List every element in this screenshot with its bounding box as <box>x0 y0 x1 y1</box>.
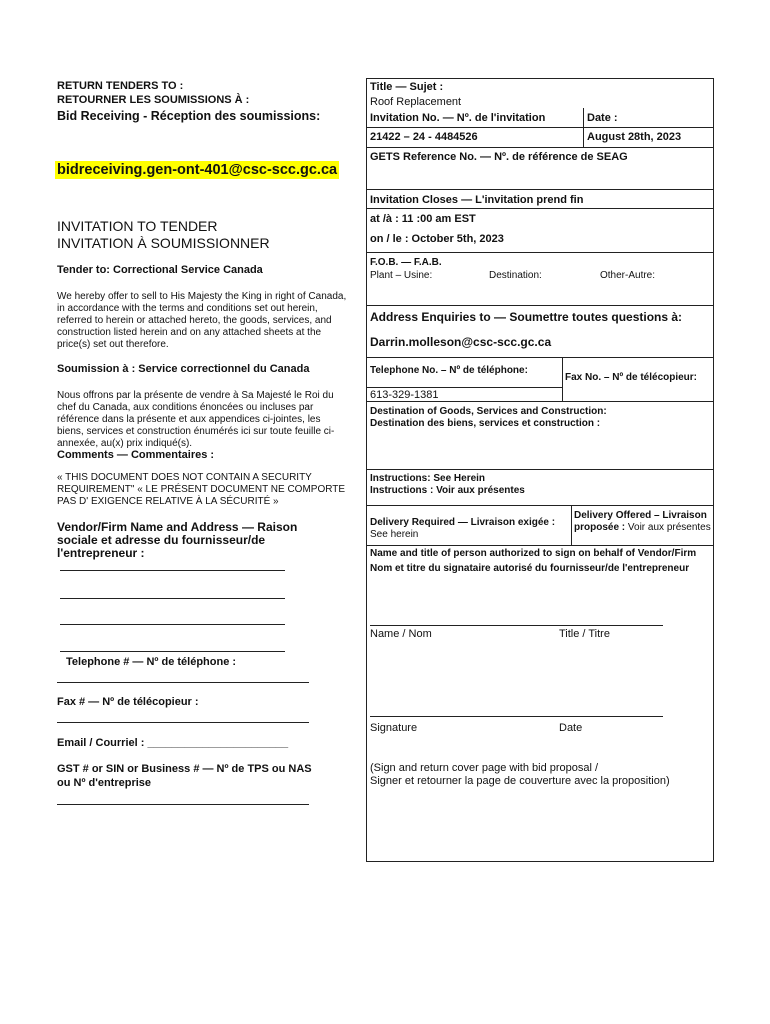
signature-date-line[interactable] <box>370 716 663 717</box>
delivery-required-value: See herein <box>370 529 419 540</box>
fax-label: Fax # — Nº de télécopieur : <box>57 696 199 708</box>
invitation-soumissionner: INVITATION À SOUMISSIONNER <box>57 235 270 251</box>
telephone-line[interactable] <box>57 682 309 683</box>
authorized-label-en: Name and title of person authorized to sign on behalf of Vendor/Firm <box>370 548 697 559</box>
vendor-line-4[interactable] <box>60 651 285 652</box>
divider <box>366 357 714 358</box>
divider <box>366 147 714 148</box>
sign-return-en: (Sign and return cover page with bid proposal / <box>370 762 599 774</box>
enquiries-email[interactable]: Darrin.molleson@csc-scc.gc.ca <box>370 335 552 349</box>
offer-text-en: We hereby offer to sell to His Majesty the King in right of Canada, in accordance with the terms and conditions set out herein, referred to herein or attached hereto, the goods, services, and construction listed herein and on any attached sheets at the price(s) set out therefore. <box>57 291 347 350</box>
closes-time: at /à : 11 :00 am EST <box>370 213 476 225</box>
closes-date: on / le : October 5th, 2023 <box>370 233 504 245</box>
fob-plant: Plant – Usine: <box>370 270 433 281</box>
return-tenders-to: RETURN TENDERS TO : <box>57 80 184 92</box>
divider <box>366 127 714 128</box>
name-title-line[interactable] <box>370 625 663 626</box>
title-label: Title — Sujet : <box>370 81 444 93</box>
vendor-label: Vendor/Firm Name and Address — Raison sociale et adresse du fournisseur/de l'entrepreneur : <box>57 520 298 560</box>
divider <box>366 252 714 253</box>
divider <box>366 208 714 209</box>
telephone-value: 613-329-1381 <box>370 389 439 401</box>
bid-receiving-email[interactable] <box>55 162 339 178</box>
delivery-offered-value: Voir aux présentes <box>627 522 711 533</box>
telephone-label: Telephone # — Nº de téléphone : <box>66 656 237 668</box>
fob-destination: Destination: <box>489 270 542 281</box>
security-note: « THIS DOCUMENT DOES NOT CONTAIN A SECURITY REQUIREMENT" « LE PRÉSENT DOCUMENT NE COMPORTE PAS D' EXIGENCE RELATIVE À LA SÉCURITÉ » <box>57 472 346 507</box>
divider <box>366 545 714 546</box>
instructions-fr: Instructions : Voir aux présentes <box>370 485 525 496</box>
gst-line[interactable] <box>57 804 309 805</box>
signature-label: Signature <box>370 722 418 734</box>
divider <box>366 469 714 470</box>
bid-receiving: Bid Receiving - Réception des soumissions: <box>57 109 321 123</box>
divider <box>366 305 714 306</box>
fax-no-label: Fax No. – Nº de télécopieur: <box>565 372 698 383</box>
instructions-en: Instructions: See Herein <box>370 473 486 484</box>
bid-receiving-email-text: bidreceiving.gen-ont-401@csc-scc.gc.ca <box>57 162 338 178</box>
soumission-a: Soumission à : Service correctionnel du Canada <box>57 363 310 375</box>
destination-label-fr: Destination des biens, services et construction : <box>370 418 601 429</box>
date-divider <box>583 108 584 148</box>
enquiries-label: Address Enquiries to — Soumettre toutes questions à: <box>370 310 683 324</box>
gst-label: GST # or SIN or Business # — Nº de TPS ou NAS ou Nº d'entreprise <box>57 763 312 789</box>
fax-divider <box>562 357 563 401</box>
date-label: Date : <box>587 112 618 124</box>
comments-label: Comments — Commentaires : <box>57 449 215 461</box>
sign-return-fr: Signer et retourner la page de couverture avec la proposition) <box>370 775 670 787</box>
vendor-line-3[interactable] <box>60 624 285 625</box>
invitation-no-label: Invitation No. — Nº. de l'invitation <box>370 112 546 124</box>
tender-to: Tender to: Correctional Service Canada <box>57 264 263 276</box>
telephone-no-label: Telephone No. – Nº de téléphone: <box>370 365 528 376</box>
divider <box>366 387 562 388</box>
divider <box>366 189 714 190</box>
title-sig-label: Title / Titre <box>559 628 610 640</box>
retourner-soumissions: RETOURNER LES SOUMISSIONS À : <box>57 94 250 106</box>
authorized-label-fr: Nom et titre du signataire autorisé du fournisseur/de l'entrepreneur <box>370 563 690 574</box>
divider <box>366 505 714 506</box>
delivery-required-label: Delivery Required — Livraison exigée : <box>370 517 556 528</box>
fob-other: Other-Autre: <box>600 270 656 281</box>
fax-line[interactable] <box>57 722 309 723</box>
invitation-closes-label: Invitation Closes — L'invitation prend fin <box>370 194 584 206</box>
name-label: Name / Nom <box>370 628 432 640</box>
date-value: August 28th, 2023 <box>587 131 682 143</box>
email-label[interactable]: Email / Courriel : _______________________ <box>57 737 289 749</box>
delivery-offered <box>574 510 714 534</box>
destination-label-en: Destination of Goods, Services and Construction: <box>370 406 607 417</box>
vendor-line-1[interactable] <box>60 570 285 571</box>
invitation-to-tender: INVITATION TO TENDER <box>57 218 218 234</box>
title-value: Roof Replacement <box>370 96 462 108</box>
invitation-no-value: 21422 – 24 - 4484526 <box>370 131 478 143</box>
delivery-offered-label: Delivery Offered – Livraison proposée : <box>574 510 707 533</box>
vendor-line-2[interactable] <box>60 598 285 599</box>
divider <box>366 401 714 402</box>
fob-label: F.O.B. — F.A.B. <box>370 257 442 268</box>
offer-text-fr: Nous offrons par la présente de vendre à Sa Majesté le Roi du chef du Canada, aux conditions énoncées ou incluses par référence dans la présente et aux appendices ci-jointes, les biens, services et construction énumérés ici sur toute feuille ci-annexée, au(x) prix indiqué(s). <box>57 390 335 449</box>
delivery-divider <box>571 505 572 545</box>
date-sig-label: Date <box>559 722 583 734</box>
gets-reference-label: GETS Reference No. — Nº. de référence de SEAG <box>370 151 628 163</box>
